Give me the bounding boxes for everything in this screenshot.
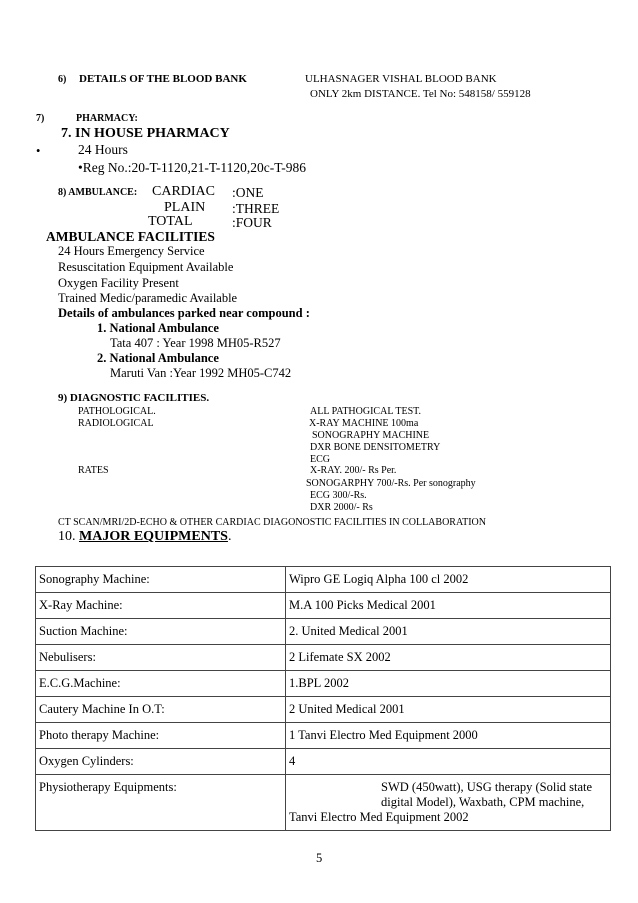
diagnostic-radiological-label: RADIOLOGICAL (78, 418, 154, 429)
table-row (36, 723, 611, 749)
bullet-marker: • (36, 144, 41, 158)
equipment-value-cell: Wipro GE Logiq Alpha 100 cl 2002 (286, 567, 611, 593)
equipment-name-cell: Photo therapy Machine: (36, 723, 286, 749)
pharmacy-hours: 24 Hours (78, 142, 128, 157)
pharmacy-reg: •Reg No.:20-T-1120,21-T-1120,20c-T-986 (78, 160, 306, 175)
blood-bank-number: 6) (58, 74, 67, 85)
ambulance-count: :FOUR (232, 215, 272, 230)
facility-item: Resuscitation Equipment Available (58, 260, 234, 274)
equipments-number: 10. (58, 529, 79, 544)
equipment-name-cell: Suction Machine: (36, 619, 286, 645)
page-number: 5 (316, 851, 323, 865)
equipment-value-cell: 1 Tanvi Electro Med Equipment 2000 (286, 723, 611, 749)
diagnostic-item: DXR 2000/- Rs (310, 502, 373, 513)
equipment-name-cell: Nebulisers: (36, 645, 286, 671)
equipment-name-cell: X-Ray Machine: (36, 593, 286, 619)
parked-ambulance-title: 2. National Ambulance (97, 351, 219, 365)
table-row (36, 775, 611, 831)
equipment-name-cell: Sonography Machine: (36, 567, 286, 593)
parked-ambulance-detail: Maruti Van :Year 1992 MH05-C742 (110, 366, 292, 380)
blood-bank-detail: ONLY 2km DISTANCE. Tel No: 548158/ 559128 (310, 88, 531, 100)
diagnostic-pathological-label: PATHOLOGICAL. (78, 406, 156, 417)
table-row (36, 619, 611, 645)
equipment-value-cell: 2 United Medical 2001 (286, 697, 611, 723)
equipment-table (35, 566, 611, 831)
diagnostic-item: ALL PATHOGICAL TEST. (310, 406, 422, 417)
blood-bank-label: DETAILS OF THE BLOOD BANK (79, 73, 247, 85)
blood-bank-name: ULHASNAGER VISHAL BLOOD BANK (305, 73, 497, 85)
equipments-heading-dot: . (227, 529, 232, 544)
diagnostic-item: DXR BONE DENSITOMETRY (310, 442, 441, 453)
equipment-value-cell: 4 (286, 749, 611, 775)
diagnostic-heading: 9) DIAGNOSTIC FACILITIES. (58, 392, 210, 404)
equipments-heading (58, 530, 231, 544)
equipment-name-cell: Cautery Machine In O.T: (36, 697, 286, 723)
physio-line: Tanvi Electro Med Equipment 2002 (289, 810, 469, 824)
table-row (36, 645, 611, 671)
physio-line: digital Model), Waxbath, CPM machine, (381, 795, 585, 809)
ambulance-label: 8) AMBULANCE: (58, 187, 138, 198)
equipment-value-cell (286, 775, 611, 831)
equipment-value-cell: 2 Lifemate SX 2002 (286, 645, 611, 671)
facility-item: Trained Medic/paramedic Available (58, 291, 238, 305)
ambulance-count: :THREE (232, 201, 280, 216)
ambulance-type: TOTAL (148, 214, 193, 229)
equipment-value-cell: 1.BPL 2002 (286, 671, 611, 697)
facility-item: 24 Hours Emergency Service (58, 244, 205, 258)
equipment-value-cell: 2. United Medical 2001 (286, 619, 611, 645)
equipment-name-cell: Oxygen Cylinders: (36, 749, 286, 775)
table-row (36, 749, 611, 775)
pharmacy-heading: 7. IN HOUSE PHARMACY (61, 126, 230, 141)
diagnostic-item: ECG (310, 454, 330, 465)
diagnostic-item: X-RAY MACHINE 100ma (309, 418, 419, 429)
parked-ambulances-heading: Details of ambulances parked near compound : (58, 306, 310, 320)
equipment-name-cell: E.C.G.Machine: (36, 671, 286, 697)
parked-ambulance-detail: Tata 407 : Year 1998 MH05-R527 (110, 336, 281, 350)
pharmacy-number: 7) (36, 113, 45, 124)
equipments-title: MAJOR EQUIPMENTS (79, 529, 228, 544)
table-row (36, 697, 611, 723)
table-row (36, 671, 611, 697)
equipment-value-cell: M.A 100 Picks Medical 2001 (286, 593, 611, 619)
diagnostic-item: SONOGRAPHY MACHINE (312, 430, 430, 441)
ambulance-facilities-heading: AMBULANCE FACILITIES (46, 229, 215, 244)
table-row (36, 567, 611, 593)
diagnostic-collab-note: CT SCAN/MRI/2D-ECHO & OTHER CARDIAC DIAGONOSTIC FACILITIES IN COLLABORATION (58, 517, 486, 528)
diagnostic-item: ECG 300/-Rs. (310, 490, 367, 501)
diagnostic-item: X-RAY. 200/- Rs Per. (310, 465, 397, 476)
diagnostic-item: SONOGARPHY 700/-Rs. Per sonography (306, 478, 476, 489)
ambulance-count: :ONE (232, 185, 264, 200)
facility-item: Oxygen Facility Present (58, 276, 179, 290)
pharmacy-label: PHARMACY: (76, 113, 138, 124)
parked-ambulance-title: 1. National Ambulance (97, 321, 219, 335)
equipment-name-cell: Physiotherapy Equipments: (36, 775, 286, 831)
physio-line: SWD (450watt), USG therapy (Solid state (381, 780, 593, 794)
table-row (36, 593, 611, 619)
diagnostic-rates-label: RATES (78, 465, 109, 476)
ambulance-type: CARDIAC (152, 184, 216, 199)
ambulance-type: PLAIN (164, 200, 206, 215)
